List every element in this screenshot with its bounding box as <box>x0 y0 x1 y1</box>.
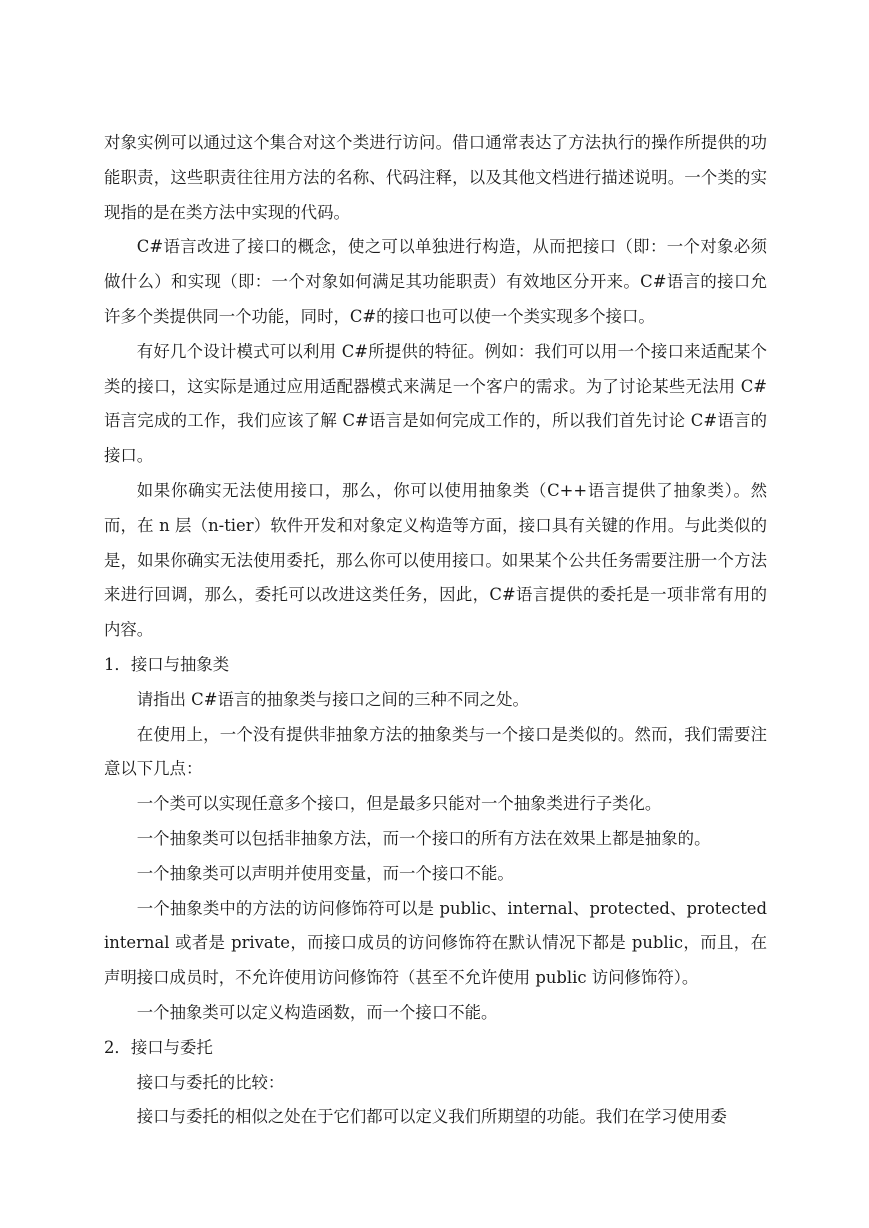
paragraph-abstract-classes-delegates: 如果你确实无法使用接口，那么，你可以使用抽象类（C++语言提供了抽象类）。然而，在 n 层（n-tier）软件开发和对象定义构造等方面，接口具有关键的作用。与此类似的是，如果你确实无法使用委托，那么你可以使用接口。如果某个公共任务需要注册一个方法来进行回调，那么，委托可以改进这类任务，因此，C#语言提供的委托是一项非常有用的内容。 <box>104 480 767 640</box>
paragraph-design-patterns: 有好几个设计模式可以利用 C#所提供的特征。例如：我们可以用一个接口来适配某个类的接口，这实际是通过应用适配器模式来满足一个客户的需求。为了讨论某些无法用 C#语言完成的工作，我们应该了解 C#语言是如何完成工作的，所以我们首先讨论 C#语言的接口。 <box>104 341 767 466</box>
paragraph-similarity: 接口与委托的相似之处在于它们都可以定义我们所期望的功能。我们在学习使用委 <box>136 1107 727 1127</box>
paragraph-point-multiple-interfaces: 一个类可以实现任意多个接口，但是最多只能对一个抽象类进行子类化。 <box>136 794 662 814</box>
section-heading-interface-delegate: 2．接口与委托 <box>104 1037 213 1057</box>
document-page <box>104 126 767 1135</box>
paragraph-usage-similarity: 在使用上，一个没有提供非抽象方法的抽象类与一个接口是类似的。然而，我们需要注意以下几点： <box>104 724 767 779</box>
section-heading-interface-abstract: 1．接口与抽象类 <box>104 654 230 674</box>
paragraph-point-constructors: 一个抽象类可以定义构造函数，而一个接口不能。 <box>136 1002 498 1022</box>
paragraph-point-access-modifiers: 一个抽象类中的方法的访问修饰符可以是 public、internal、protected、protected internal 或者是 private，而接口成员的访问修饰符在默认情况下都是 public，而且，在声明接口成员时，不允许使用访问修饰符（甚至不允许使用 public 访问修饰符）。 <box>104 898 767 988</box>
paragraph-question: 请指出 C#语言的抽象类与接口之间的三种不同之处。 <box>136 689 529 709</box>
paragraph-csharp-interfaces: C#语言改进了接口的概念，使之可以单独进行构造，从而把接口（即：一个对象必须做什么）和实现（即：一个对象如何满足其功能职责）有效地区分开来。C#语言的接口允许多个类提供同一个功能，同时，C#的接口也可以使一个类实现多个接口。 <box>104 237 767 326</box>
paragraph-comparison-label: 接口与委托的比较： <box>136 1072 285 1092</box>
paragraph-point-variables: 一个抽象类可以声明并使用变量，而一个接口不能。 <box>136 863 514 883</box>
paragraph-point-non-abstract-methods: 一个抽象类可以包括非抽象方法，而一个接口的所有方法在效果上都是抽象的。 <box>136 828 711 848</box>
paragraph-intro-continuation: 对象实例可以通过这个集合对这个类进行访问。借口通常表达了方法执行的操作所提供的功能职责，这些职责往往用方法的名称、代码注释，以及其他文档进行描述说明。一个类的实现指的是在类方法中实现的代码。 <box>104 133 767 222</box>
